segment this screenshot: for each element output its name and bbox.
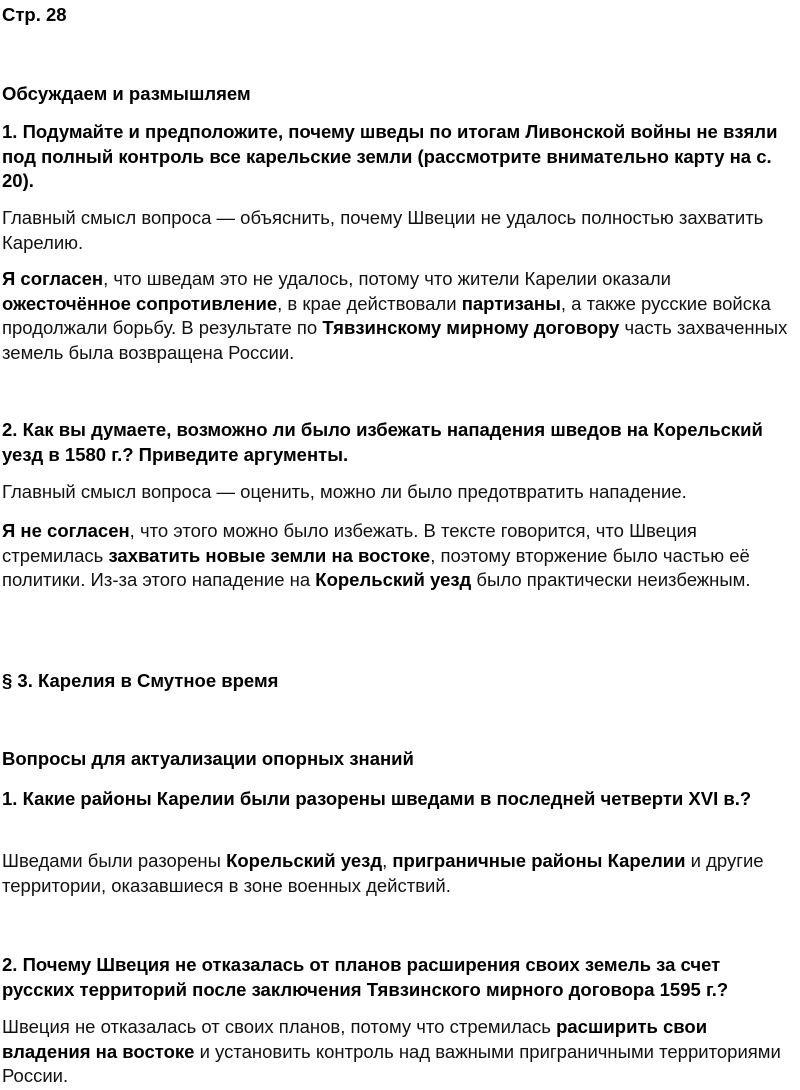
question-2-answer: Я не согласен, что этого можно было избежать. В тексте говорится, что Швеция стремилась захватить новые земли на востоке, поэтому вторжение было частью её политики. Из-за этого нападение на Корельский уезд было практически неизбежным.: [2, 520, 751, 590]
emphasis-text: Корельский уезд: [315, 569, 472, 590]
emphasis-text: ожесточённое сопротивление: [2, 292, 278, 314]
section-heading-review: Вопросы для актуализации опорных знаний: [2, 748, 414, 769]
section-heading-discuss: Обсуждаем и размышляем: [2, 83, 251, 104]
emphasis-text: Корельский уезд: [226, 850, 383, 871]
question-1-text: 1. Подумайте и предположите, почему шведы по итогам Ливонской войны не взяли под полный контроль все карельские земли (рассмотрите внимательно карту на с. 20).: [2, 121, 778, 191]
emphasis-text: захватить новые земли на востоке: [108, 544, 431, 566]
emphasis-text: приграничные районы Карелии: [392, 850, 686, 871]
emphasis-text: партизаны: [461, 292, 561, 314]
emphasis-text: расширить свои владения на востоке: [2, 1016, 708, 1062]
review-question-2-text: 2. Почему Швеция не отказалась от планов расширения своих земель за счет русских территорий после заключения Тявзинского мирного договора 1595 г.?: [2, 954, 729, 1000]
review-question-2-answer: Швеция не отказалась от своих планов, потому что стремилась расширить свои владения на востоке и установить контроль над важными приграничными территориями России.: [2, 1016, 781, 1086]
review-question-1-answer: Шведами были разорены Корельский уезд, приграничные районы Карелии и другие территории, оказавшиеся в зоне военных действий.: [2, 850, 764, 896]
paragraph-title: § 3. Карелия в Смутное время: [2, 670, 279, 691]
question-2-meaning: Главный смысл вопроса — оценить, можно ли было предотвратить нападение.: [2, 481, 687, 502]
question-1-answer: Я согласен, что шведам это не удалось, потому что жители Карелии оказали ожесточённое сопротивление, в крае действовали партизаны, а также русские войска продолжали борьбу. В результате по Тявзинскому мирному договору часть захваченных земель была возвращена России.: [2, 268, 788, 363]
emphasis-text: Я согласен: [2, 268, 104, 289]
emphasis-text: Тявзинскому мирному договору: [322, 317, 620, 338]
question-2-text: 2. Как вы думаете, возможно ли было избежать нападения шведов на Корельский уезд в 1580 г.? Приведите аргументы.: [2, 419, 763, 465]
page-number-label: Стр. 28: [2, 4, 67, 25]
emphasis-text: Я не согласен: [2, 520, 130, 541]
question-1-meaning: Главный смысл вопроса — объяснить, почему Швеции не удалось полностью захватить Карелию.: [2, 207, 764, 253]
review-question-1-text: 1. Какие районы Карелии были разорены шведами в последней четверти XVI в.?: [2, 788, 752, 809]
